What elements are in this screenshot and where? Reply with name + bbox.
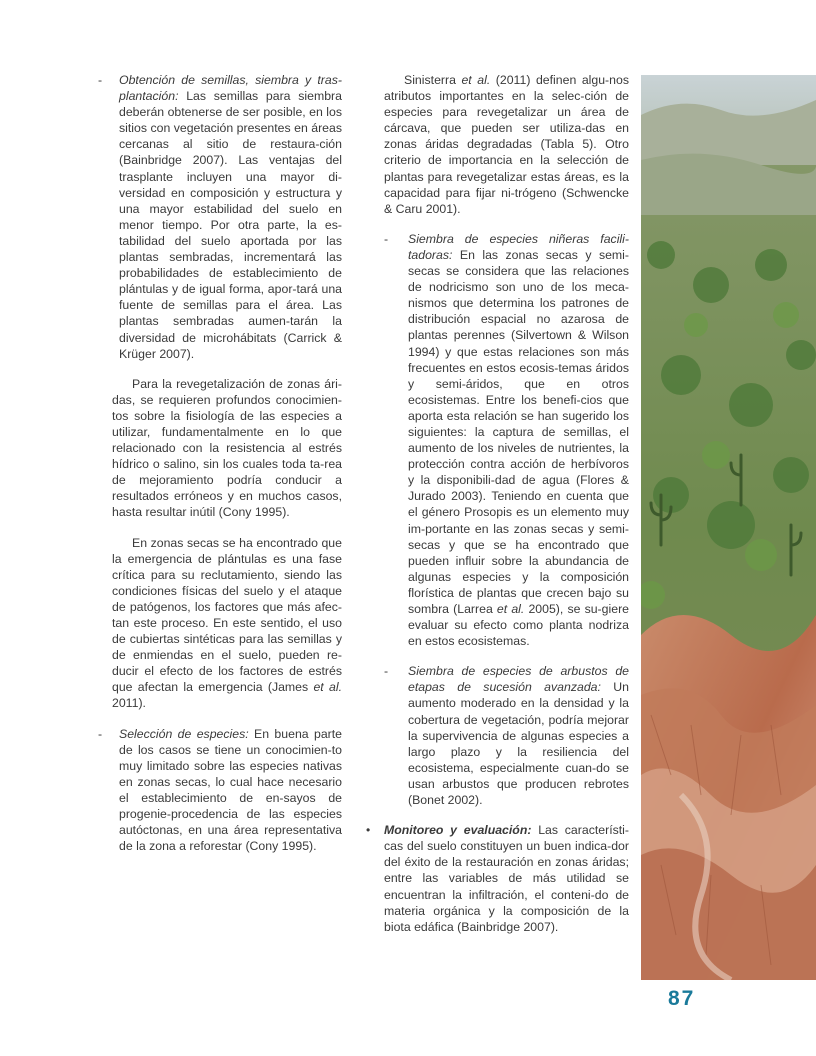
et-al: et al. <box>496 602 525 616</box>
list-dash: - <box>98 726 103 741</box>
list-item-shrub-species <box>384 663 629 808</box>
paragraph-text: 2011). <box>112 696 146 711</box>
page-number: 87 <box>668 987 696 1010</box>
list-item-title: Obtención de semillas, siembra y tras-plantación: <box>119 73 342 104</box>
paragraph-text: (2011) definen algu-nos atributos importantes en la selec-ción de especies para revegetalizar un área de cárcava, que pueden ser utiliza-das en zonas áridas degradadas (Tabla 5). Otro criterio de importancia en la selección de plantas para revegetalizar estas áreas, es la capacidad para fijar ni-trógeno (Schwencke & Caru 2001). <box>384 73 629 216</box>
list-dash: - <box>98 73 103 87</box>
right-column <box>366 72 629 935</box>
paragraph-revegetation: Para la revegetalización de zonas ári-das, se requieren profundos conocimien-tos sobre la fisiología de las especies a utilizar, fundamentalmente en lo que relacionado con la resistencia al estrés hídrico o salino, sin los cuales toda ta-rea de mejoramiento podría conducir a resultados erróneos y en muchos casos, hasta resultar inútil (Cony 1995). <box>112 376 342 520</box>
desert-landscape-image <box>641 75 816 980</box>
list-item-text: 2005), se su-giere evaluar su efecto como planta nodriza en estos ecosistemas. <box>408 602 629 649</box>
bullet-monitoring <box>366 822 629 935</box>
list-item-text: Las semillas para siembra deberán obtenerse de ser posible, en los sitios con vegetación presentes en áreas cercanas al sitio de restaura-ción (Bainbridge 2007). Las ventajas del trasplante incluyen una mayor di-versidad en composición y estructura y una mayor estabilidad del suelo en menor tiempo. Por otra parte, la es-tabilidad del suelo aportada por las plantas sembradas, incrementará las probabilidades de establecimiento de plántulas y de igual forma, apor-tará una fuente de semillas para el área. Las plantas sembradas aumen-tarán la diversidad de microhábitats (Carrick & Krüger 2007). <box>119 89 342 361</box>
list-item-text: En las zonas secas y semi-secas se considera que las relaciones de nodricismo son uno de los meca-nismos que determina los patrones de distribución espacial no azarosa de plantas perennes (Silvertown & Wilson 1994) y que estas relaciones son más frecuentes en estos ecosis-temas áridos y semi-áridos, que en otros ecosistemas. Entre los benefi-cios que aporta esta relación se han sugerido los siguientes: la captura de semillas, el aumento de los niveles de nutrientes, la protección contra acción de herbívoros y la disponibili-dad de agua (Flores & Jurado 2003). Teniendo en cuenta que el género Prosopis es un elemento muy im-portante en las zonas secas y semi-secas y que se ha encontrado que pueden influir sobre la abundancia de algunas especies y la composición florística de plantas que crecen bajo su sombra (Larrea <box>408 247 629 616</box>
left-column <box>98 72 343 868</box>
list-item-text: Un aumento moderado en la densidad y la cobertura de vegetación, podría mejorar la supervivencia de algunas especies a largo plazo y la resiliencia del ecosistema, especialmente cuan-do se usan arbustos que producen rebrotes (Bonet 2002). <box>408 680 629 808</box>
list-item-title: Siembra de especies niñeras facili-tadoras: <box>408 231 629 262</box>
paragraph-text: En zonas secas se ha encontrado que la emergencia de plántulas es una fase crítica para su reclutamiento, siendo las condiciones físicas del suelo y el ataque de patógenos, los factores que más afec-tan este proceso. En este sentido, el uso de cubiertas sintéticas para las semillas y de enmiendas en el suelo, pueden re-ducir el efecto de los factores de estrés que afectan la emergencia (James <box>112 535 342 695</box>
list-dash: - <box>384 664 389 679</box>
list-item-seeds <box>98 72 342 362</box>
list-item-title: Selección de especies: <box>119 726 249 741</box>
bullet-icon: • <box>366 823 371 838</box>
list-item-species-selection <box>98 726 343 855</box>
bullet-title: Monitoreo y evaluación: <box>384 823 532 838</box>
paragraph-sinisterra <box>384 72 629 217</box>
list-item-nurse-species <box>384 231 629 649</box>
bullet-text: Las característi-cas del suelo constituyen un buen indica-dor del éxito de la restauración en zonas áridas; entre las variables de más utilidad se encuentran la infiltración, el conteni-do de materia orgánica y la composición de la biota edáfica (Bainbridge 2007). <box>384 823 629 934</box>
paragraph-text: Sinisterra <box>404 73 462 87</box>
landscape-photo <box>641 75 816 980</box>
list-item-title: Siembra de especies de arbustos de etapas de sucesión avanzada: <box>408 664 629 695</box>
et-al: et al. <box>461 73 491 87</box>
list-dash: - <box>384 231 389 246</box>
et-al: et al. <box>313 680 342 695</box>
list-item-text: En buena parte de los casos se tiene un conocimien-to muy limitado sobre las especies nativas en zonas secas, lo cual hace necesario el establecimiento de en-sayos de progenie-procedencia de las especies autóctonas, en una área representativa de la zona a reforestar (Cony 1995). <box>119 726 343 854</box>
paragraph-emergence <box>112 535 342 712</box>
